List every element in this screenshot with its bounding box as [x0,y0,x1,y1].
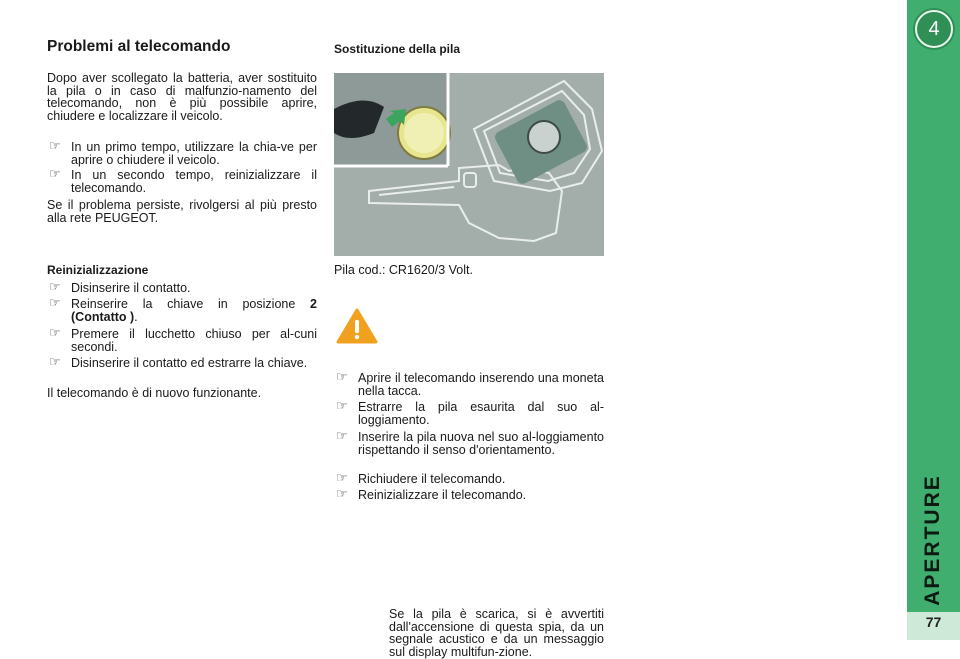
list-item: ☞ Inserire la pila nuova nel suo al-loggiamento rispettando il senso d'orientamento. [336,428,604,457]
remote-battery-illustration [334,73,604,256]
section-title-remote-problems: Problemi al telecomando [47,38,231,55]
pointing-hand-icon: ☞ [49,295,61,310]
page-number: 77 [925,614,942,630]
pointing-hand-icon: ☞ [49,138,61,153]
list-item: ☞ In un secondo tempo, reinizializzare il telecomando. [49,166,317,195]
pointing-hand-icon: ☞ [49,166,61,181]
remote-drawing [334,73,604,256]
chapter-title: APERTURE [921,474,944,606]
list-item: ☞ Reinserire la chiave in posizione 2 (Contatto ). [49,295,317,324]
list-item: ☞ Disinserire il contatto ed estrarre la chiave. [49,354,308,370]
pointing-hand-icon: ☞ [336,369,348,384]
list-item: ☞ Richiudere il telecomando. [336,470,506,486]
list-item: ☞ Estrarre la pila esaurita dal suo al-loggiamento. [336,398,604,427]
pointing-hand-icon: ☞ [336,486,348,501]
pointing-hand-icon: ☞ [336,428,348,443]
intro-paragraph: Dopo aver scollegato la batteria, aver sostituito la pila o in caso di malfunzio-namento del telecomando, non è più possibile aprire, chiudere e localizzare il veicolo. [47,71,317,123]
outro-paragraph: Il telecomando è di nuovo funzionante. [47,386,262,400]
key-position-label: 2 (Contatto ) [71,297,317,324]
reset-title: Reinizializzazione [47,263,149,277]
pointing-hand-icon: ☞ [336,398,348,413]
warning-triangle-icon [336,307,378,345]
pointing-hand-icon: ☞ [49,354,61,369]
section-title-battery: Sostituzione della pila [334,42,461,56]
battery-caption: Pila cod.: CR1620/3 Volt. [334,263,473,277]
list-item: ☞ Reinizializzare il telecomando. [336,486,527,502]
chapter-number-badge: 4 [915,10,953,48]
warning-text: Se la pila è scarica, si è avvertiti dall'accensione di questa spia, da un segnale acustico e da un messaggio sul display multifun-zione. [389,607,604,659]
pointing-hand-icon: ☞ [336,470,348,485]
list-item: ☞ Aprire il telecomando inserendo una moneta nella tacca. [336,369,604,398]
list-item: ☞ Disinserire il contatto. [49,279,191,295]
pointing-hand-icon: ☞ [49,325,61,340]
list-item: ☞ Premere il lucchetto chiuso per al-cuni secondi. [49,325,317,354]
note-paragraph: Se il problema persiste, rivolgersi al più presto alla rete PEUGEOT. [47,198,317,225]
list-item: ☞ In un primo tempo, utilizzare la chia-ve per aprire o chiudere il veicolo. [49,138,317,167]
pointing-hand-icon: ☞ [49,279,61,294]
